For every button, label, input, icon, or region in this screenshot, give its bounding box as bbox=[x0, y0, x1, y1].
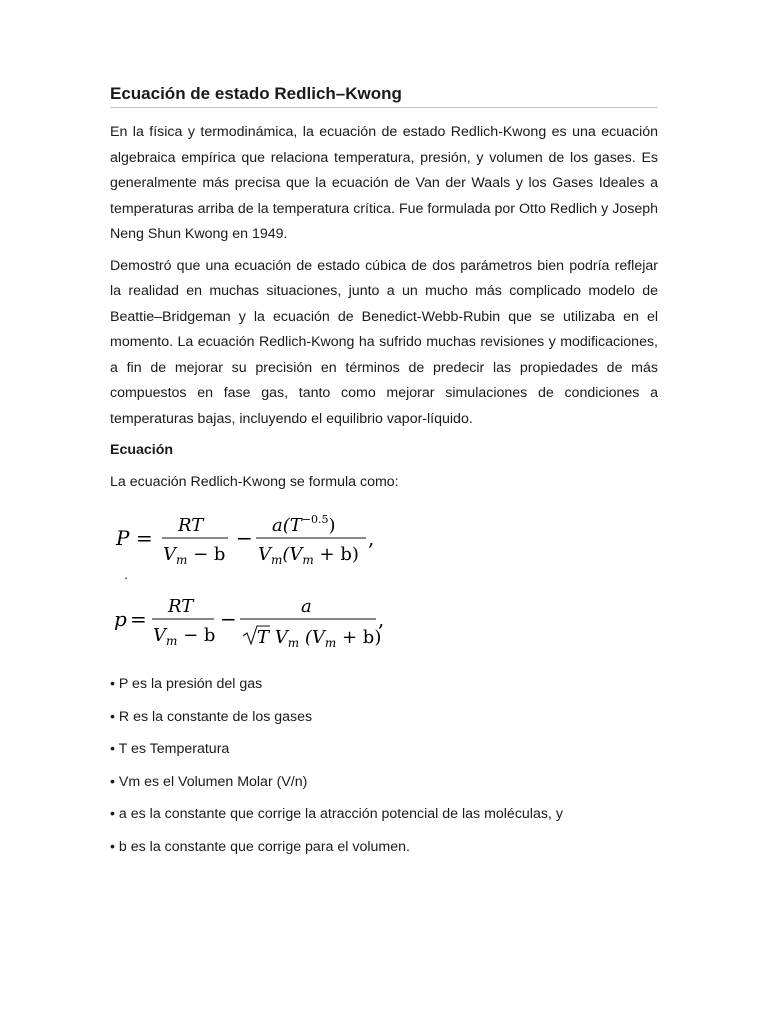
list-item: • T es Temperatura bbox=[110, 741, 230, 758]
page-title: Ecuación de estado Redlich–Kwong bbox=[110, 84, 658, 108]
formula-intro: La ecuación Redlich-Kwong se formula como: bbox=[110, 474, 399, 490]
formula2-denominator-2: T $V_m$ $(V_m + b)$ bbox=[257, 627, 382, 650]
list-item: • Vm es el Volumen Molar (V/n) bbox=[110, 773, 308, 790]
formula1-comma: , bbox=[368, 526, 375, 550]
formula1-lhs: P bbox=[116, 526, 130, 550]
list-item: • R es la constante de los gases bbox=[110, 708, 313, 725]
formula2-numerator-2: a bbox=[301, 596, 312, 617]
variable-list bbox=[110, 676, 658, 872]
formula2-denominator-1: $V_m - b$ bbox=[153, 625, 216, 648]
formula-redlich-kwong-2 bbox=[110, 588, 430, 654]
formula1-equals: = bbox=[136, 526, 153, 550]
paragraph-history: Demostró que una ecuación de estado cúbica de dos parámetros bien podría reflejar la realidad en muchas situaciones, junto a un mucho más complicado modelo de Beattie–Bridgeman y la ecuación de Benedict-Webb-Rubin que se utilizaba en el momento. La ecuación Redlich-Kwong ha sufrido muchas revisiones y modificaciones, a fin de mejorar su precisión en términos de predecir las propiedades de más compuestos en fase gas, tanto como mejorar simulaciones de condiciones a temperaturas bajas, incluyendo el equilibrio vapor-líquido. bbox=[110, 257, 658, 427]
formula1-numerator-1: RT bbox=[178, 515, 204, 536]
formula-redlich-kwong-1 bbox=[110, 508, 430, 570]
formula2-minus: − bbox=[220, 607, 237, 631]
formula1-denominator-1: $V_m - b$ bbox=[163, 544, 226, 567]
list-item: • b es la constante que corrige para el volumen. bbox=[110, 838, 410, 855]
separator-dot: . bbox=[124, 566, 128, 582]
formula2-comma: , bbox=[378, 607, 385, 631]
list-item: • a es la constante que corrige la atracción potencial de las moléculas, y bbox=[110, 806, 563, 823]
formula1-numerator-2: $a(T^{-0.5})$ bbox=[272, 513, 336, 536]
section-heading-ecuacion: Ecuación bbox=[110, 442, 174, 458]
document-page bbox=[110, 84, 658, 872]
formula1-denominator-2: $V_m(V_m + b)$ bbox=[258, 544, 359, 567]
list-item: • P es la presión del gas bbox=[110, 676, 263, 692]
formula1-minus: − bbox=[236, 526, 253, 550]
formula2-numerator-1: RT bbox=[168, 596, 194, 617]
paragraph-intro: En la física y termodinámica, la ecuación de estado Redlich-Kwong es una ecuación algebraica empírica que relaciona temperatura, presión, y volumen de los gases. Es generalmente más precisa que la ecuación de Van der Waals y los Gases Ideales a temperaturas arriba de la temperatura crítica. Fue formulada por Otto Redlich y Joseph Neng Shun Kwong en 1949. bbox=[110, 124, 658, 242]
formula2-lhs: p bbox=[114, 607, 127, 631]
formula2-equals: = bbox=[130, 607, 147, 631]
